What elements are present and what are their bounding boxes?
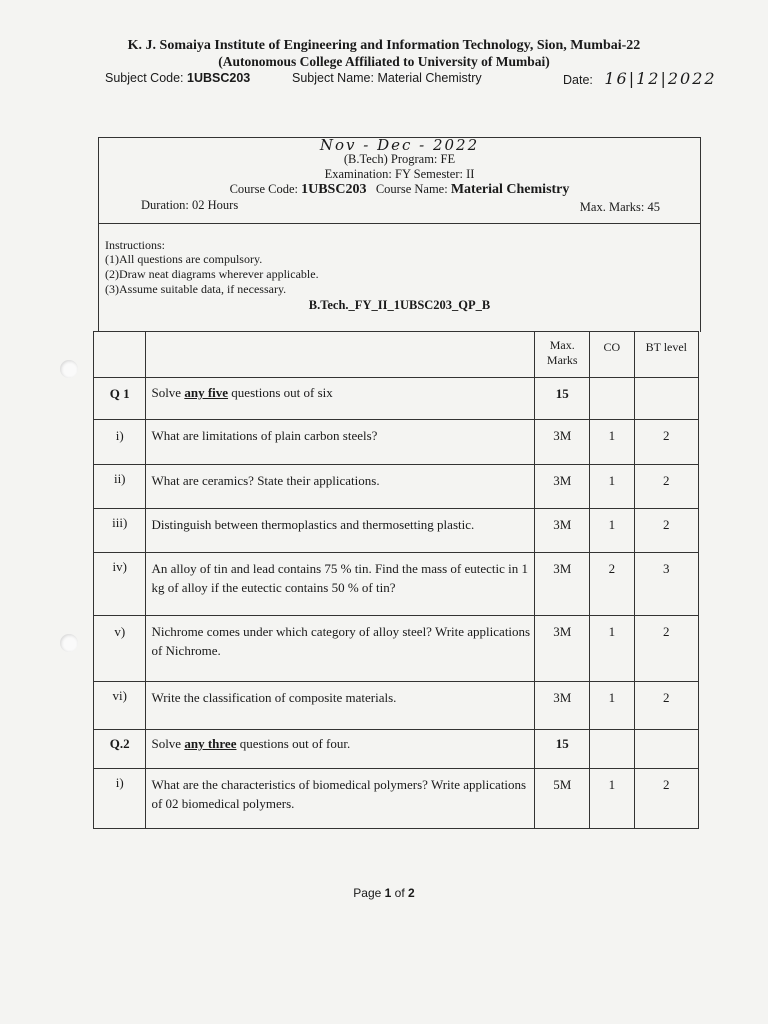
table-header-row bbox=[94, 332, 699, 378]
program: (B.Tech) Program: FE bbox=[343, 152, 456, 166]
punch-hole bbox=[60, 634, 78, 652]
question-text: What are limitations of plain carbon steels? bbox=[146, 420, 535, 465]
question-bt: 3 bbox=[634, 553, 698, 616]
question-number: vi) bbox=[94, 682, 146, 730]
examination: Examination: FY Semester: II bbox=[324, 167, 475, 181]
question-marks: 15 bbox=[535, 730, 590, 769]
question-bt: 2 bbox=[634, 616, 698, 682]
table-row bbox=[94, 553, 699, 616]
instruction-item: (1)All questions are compulsory. bbox=[105, 252, 263, 266]
course-line: Course Code: 1UBSC203 Course Name: Material Chemistry bbox=[229, 182, 570, 197]
question-marks: 3M bbox=[535, 509, 590, 553]
question-bt: 2 bbox=[634, 465, 698, 509]
subject-name: Subject Name: Material Chemistry bbox=[292, 71, 482, 85]
question-text: What are ceramics? State their applications. bbox=[146, 465, 535, 509]
affiliation: (Autonomous College Affiliated to University of Mumbai) bbox=[218, 54, 550, 69]
question-co: 2 bbox=[590, 553, 635, 616]
table-row bbox=[94, 378, 699, 420]
table-row bbox=[94, 509, 699, 553]
instruction-item: (3)Assume suitable data, if necessary. bbox=[105, 282, 287, 296]
page-number: Page 1 of 2 bbox=[353, 886, 415, 900]
question-marks: 3M bbox=[535, 420, 590, 465]
header-bt-level: BT level bbox=[634, 332, 698, 378]
instruction-item: (2)Draw neat diagrams wherever applicable. bbox=[105, 267, 319, 281]
table-row bbox=[94, 769, 699, 829]
question-number: i) bbox=[94, 769, 146, 829]
question-marks: 5M bbox=[535, 769, 590, 829]
question-number: Q 1 bbox=[94, 378, 146, 420]
question-co: 1 bbox=[590, 769, 635, 829]
table-row bbox=[94, 682, 699, 730]
question-text: Write the classification of composite materials. bbox=[146, 682, 535, 730]
instructions-box bbox=[98, 223, 701, 332]
instructions-title: Instructions: bbox=[105, 238, 165, 252]
question-marks: 3M bbox=[535, 465, 590, 509]
header-max-marks: Max. Marks bbox=[535, 332, 590, 378]
question-bt: 2 bbox=[634, 682, 698, 730]
question-number: i) bbox=[94, 420, 146, 465]
paper-code: B.Tech._FY_II_1UBSC203_QP_B bbox=[308, 298, 491, 312]
question-text: Solve any three questions out of four. bbox=[146, 730, 535, 769]
exam-date: Date: 16|12|2022 bbox=[563, 69, 717, 88]
handwritten-session: Nov - Dec - 2022 bbox=[319, 136, 480, 154]
question-co: 1 bbox=[590, 616, 635, 682]
institute-name: K. J. Somaiya Institute of Engineering and Information Technology, Sion, Mumbai-22 bbox=[127, 38, 641, 53]
exam-details-box bbox=[98, 137, 701, 224]
questions-table bbox=[93, 331, 699, 829]
table-row bbox=[94, 616, 699, 682]
duration: Duration: 02 Hours bbox=[141, 198, 239, 212]
question-bt: 2 bbox=[634, 509, 698, 553]
question-number: iii) bbox=[94, 509, 146, 553]
question-number: Q.2 bbox=[94, 730, 146, 769]
question-marks: 3M bbox=[535, 553, 590, 616]
question-text: Nichrome comes under which category of alloy steel? Write applications of Nichrome. bbox=[146, 616, 535, 682]
max-marks: Max. Marks: 45 bbox=[579, 200, 660, 214]
question-number: v) bbox=[94, 616, 146, 682]
handwritten-date: 16|12|2022 bbox=[604, 69, 717, 88]
question-co: 1 bbox=[590, 682, 635, 730]
question-co: 1 bbox=[590, 509, 635, 553]
header-co: CO bbox=[590, 332, 635, 378]
question-marks: 3M bbox=[535, 616, 590, 682]
subject-code: Subject Code: 1UBSC203 bbox=[105, 71, 251, 85]
question-number: iv) bbox=[94, 553, 146, 616]
punch-hole bbox=[60, 360, 78, 378]
question-bt: 2 bbox=[634, 769, 698, 829]
question-marks: 3M bbox=[535, 682, 590, 730]
table-row bbox=[94, 730, 699, 769]
question-number: ii) bbox=[94, 465, 146, 509]
table-row bbox=[94, 420, 699, 465]
table-row bbox=[94, 465, 699, 509]
question-text: An alloy of tin and lead contains 75 % tin. Find the mass of eutectic in 1 kg of alloy if the eutectic contains 50 % of tin? bbox=[146, 553, 535, 616]
question-bt: 2 bbox=[634, 420, 698, 465]
question-text: Distinguish between thermoplastics and thermosetting plastic. bbox=[146, 509, 535, 553]
question-text: What are the characteristics of biomedical polymers? Write applications of 02 biomedical polymers. bbox=[146, 769, 535, 829]
question-text: Solve any five questions out of six bbox=[146, 378, 535, 420]
question-marks: 15 bbox=[535, 378, 590, 420]
question-co: 1 bbox=[590, 465, 635, 509]
question-co: 1 bbox=[590, 420, 635, 465]
